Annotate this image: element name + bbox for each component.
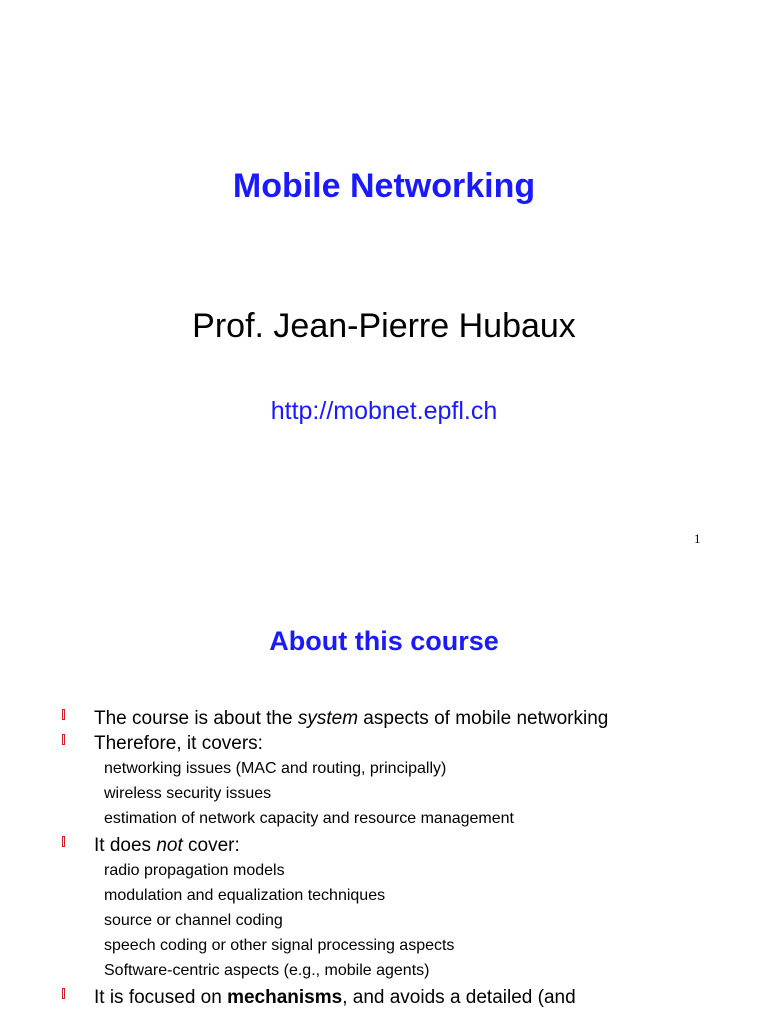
sub-item: wireless security issues xyxy=(104,785,272,802)
bullet-strong: mechanisms xyxy=(227,987,343,1008)
course-url-link[interactable]: http://mobnet.epfl.ch xyxy=(270,397,498,425)
bullet-marker-icon xyxy=(62,988,65,999)
sub-item: radio propagation models xyxy=(104,862,285,879)
about-course-slide xyxy=(0,580,768,1024)
sub-item: estimation of network capacity and resource management xyxy=(104,810,514,827)
bullet-text: The course is about the xyxy=(94,708,298,729)
bullet-text: aspects of mobile networking xyxy=(358,708,609,729)
slide-title: About this course xyxy=(269,626,499,656)
sub-item: speech coding or other signal processing aspects xyxy=(104,937,455,954)
bullet-marker-icon xyxy=(62,836,65,847)
bullet-item xyxy=(0,706,768,731)
sub-item: source or channel coding xyxy=(104,912,283,929)
bullet-item xyxy=(0,833,768,858)
bullet-list xyxy=(0,706,768,1010)
bullet-text: Therefore, it covers: xyxy=(94,733,263,754)
bullet-item xyxy=(0,731,768,756)
page-number: 1 xyxy=(694,531,701,546)
bullet-text: cover: xyxy=(182,835,240,856)
slide-title: Mobile Networking xyxy=(232,167,536,205)
bullet-item xyxy=(0,985,768,1010)
bullet-emphasis: not xyxy=(156,835,183,856)
bullet-marker-icon xyxy=(62,734,65,745)
sub-item: networking issues (MAC and routing, principally) xyxy=(104,760,447,777)
bullet-marker-icon xyxy=(62,709,65,720)
bullet-text: It is focused on xyxy=(94,987,228,1008)
bullet-text: , and avoids a detailed (and xyxy=(342,987,576,1008)
sub-item: modulation and equalization techniques xyxy=(104,887,386,904)
author-name: Prof. Jean-Pierre Hubaux xyxy=(192,307,576,345)
bullet-text: It does xyxy=(94,835,157,856)
sub-item: Software-centric aspects (e.g., mobile agents) xyxy=(104,962,430,979)
bullet-emphasis: system xyxy=(297,708,359,729)
